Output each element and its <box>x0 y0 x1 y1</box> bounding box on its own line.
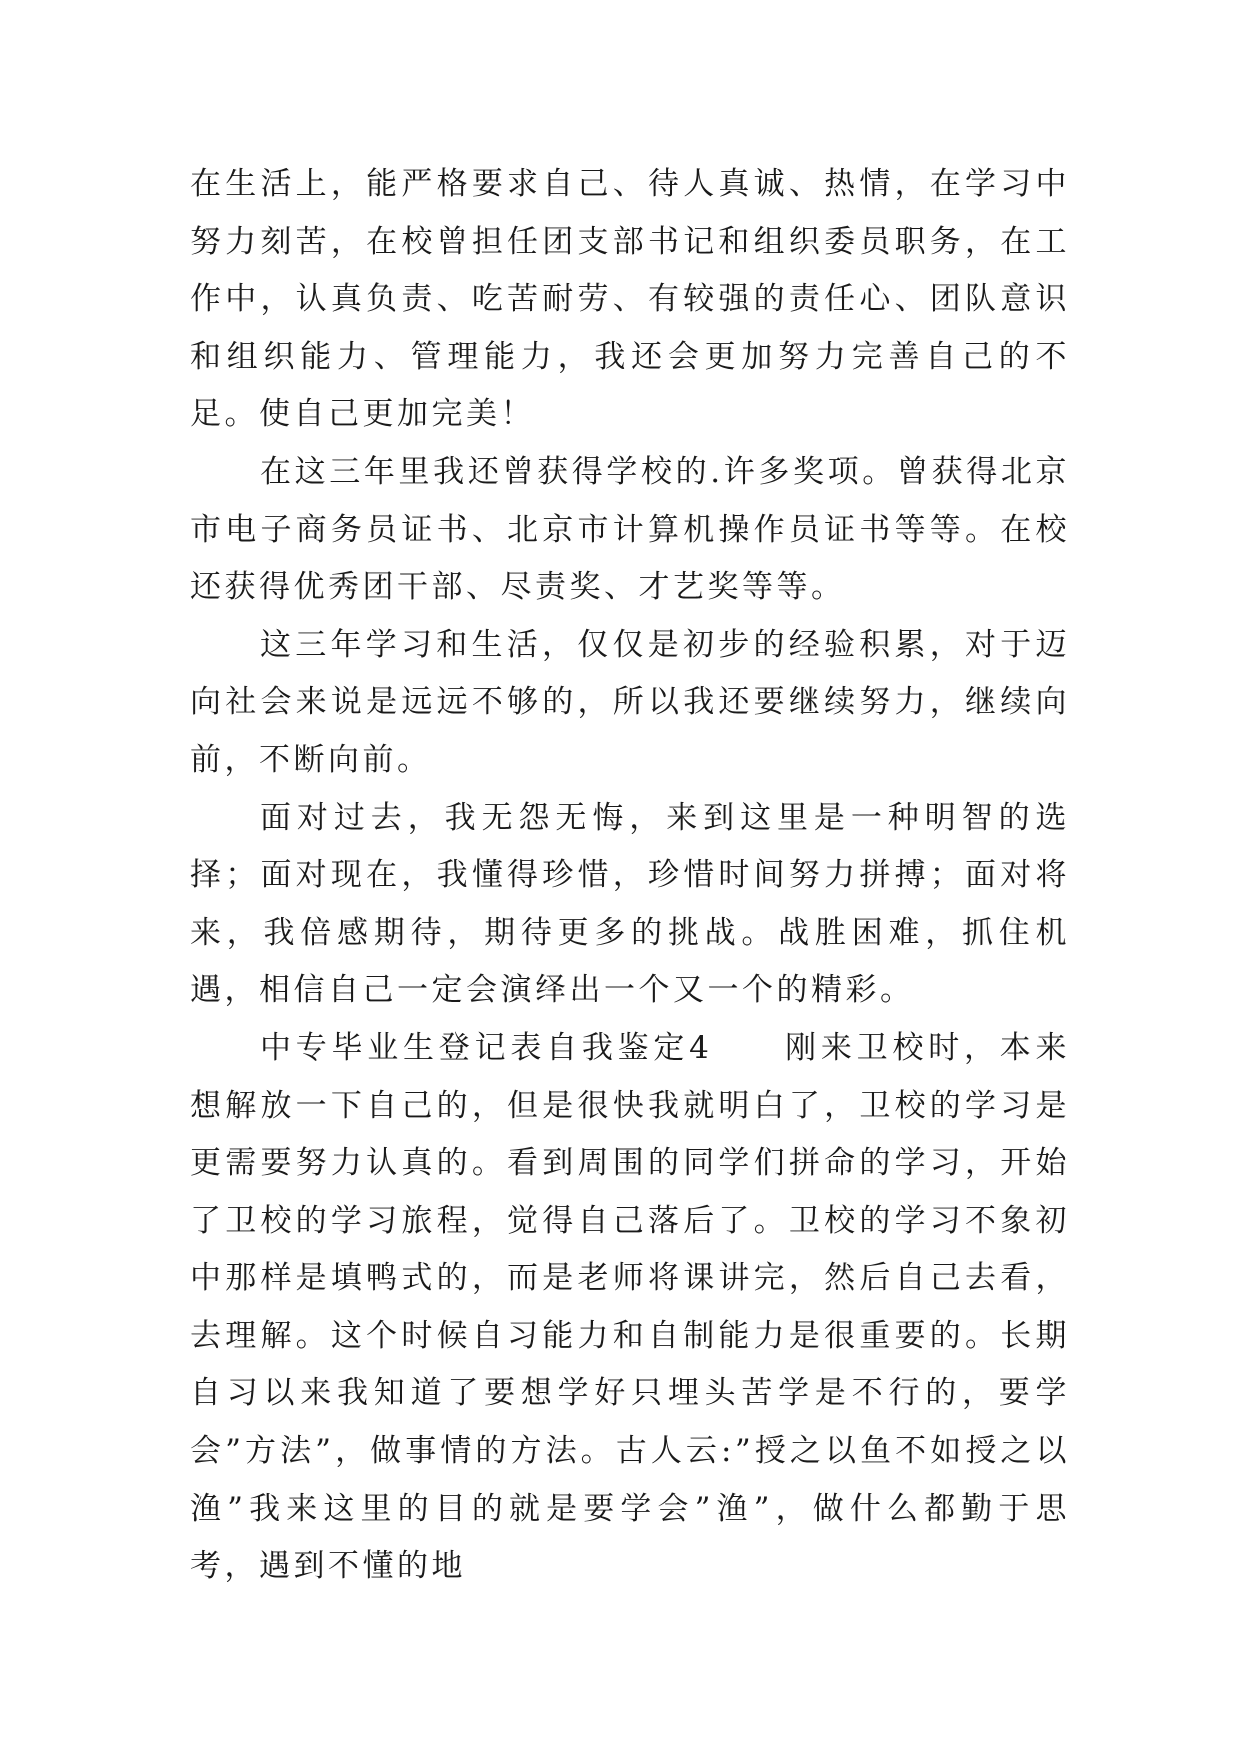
paragraph-3: 这三年学习和生活，仅仅是初步的经验积累，对于迈向社会来说是远远不够的，所以我还要继续努力，继续向前，不断向前。 <box>190 626 1070 778</box>
document-body <box>190 156 1070 1596</box>
paragraph-4: 面对过去，我无怨无悔，来到这里是一种明智的选择；面对现在，我懂得珍惜，珍惜时间努力拼搏；面对将来，我倍感期待，期待更多的挑战。战胜困难，抓住机遇，相信自己一定会演绎出一个又一个的精彩。 <box>190 799 1070 1009</box>
paragraph-5: 中专毕业生登记表自我鉴定4 刚来卫校时，本来想解放一下自己的，但是很快我就明白了，卫校的学习是更需要努力认真的。看到周围的同学们拼命的学习，开始了卫校的学习旅程，觉得自己落后了。卫校的学习不象初中那样是填鸭式的，而是老师将课讲完，然后自己去看，去理解。这个时候自习能力和自制能力是很重要的。长期自习以来我知道了要想学好只埋头苦学是不行的，要学会”方法”，做事情的方法。古人云:”授之以鱼不如授之以渔”我来这里的目的就是要学会”渔”，做什么都勤于思考，遇到不懂的地 <box>190 1029 1070 1585</box>
paragraph-1: 在生活上，能严格要求自己、待人真诚、热情，在学习中努力刻苦，在校曾担任团支部书记和组织委员职务，在工作中，认真负责、吃苦耐劳、有较强的责任心、团队意识和组织能力、管理能力，我还会更加努力完善自己的不足。使自己更加完美！ <box>190 166 1070 433</box>
paragraph-2: 在这三年里我还曾获得学校的.许多奖项。曾获得北京市电子商务员证书、北京市计算机操作员证书等等。在校还获得优秀团干部、尽责奖、才艺奖等等。 <box>190 453 1070 606</box>
